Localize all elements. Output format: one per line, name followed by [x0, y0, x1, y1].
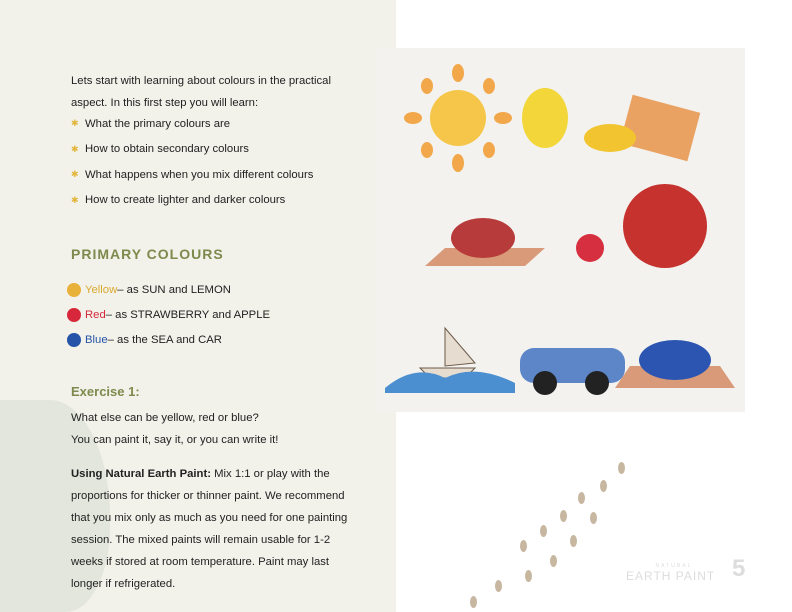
exercise-line: What else can be yellow, red or blue?	[71, 412, 259, 424]
car-wheel-icon	[585, 371, 609, 395]
red-dot-icon	[67, 308, 81, 322]
apple-icon	[623, 184, 707, 268]
illustration-panel	[375, 48, 745, 412]
list-item-text: How to obtain secondary colours	[85, 143, 249, 156]
exercise-text	[71, 407, 278, 451]
primary-blue	[67, 333, 222, 347]
page-number: 5	[732, 555, 746, 582]
intro-text: Lets start with learning about colours in the practical aspect. In this first step you will learn:	[71, 75, 331, 109]
paint-packet-icon	[620, 95, 701, 161]
list-item-text: What the primary colours are	[85, 117, 231, 130]
primary-yellow	[67, 283, 231, 297]
list-item-text: What happens when you mix different colours	[85, 168, 314, 181]
illustration	[375, 48, 745, 412]
primary-colours-heading: PRIMARY COLOURS	[71, 246, 224, 262]
colour-name: Blue	[85, 334, 108, 346]
strawberry-icon	[576, 234, 604, 262]
boat-icon	[420, 328, 475, 378]
exercise-heading: Exercise 1:	[71, 384, 140, 399]
brand-small: NATURAL	[655, 563, 693, 569]
brand-footer	[626, 563, 722, 583]
lemon-icon	[522, 88, 568, 148]
blue-paint-jar-icon	[639, 340, 711, 380]
list-item	[71, 162, 313, 188]
blue-dot-icon	[67, 333, 81, 347]
colour-name: Yellow	[85, 284, 118, 296]
using-paint-text	[71, 463, 356, 595]
yellow-dot-icon	[67, 283, 81, 297]
primary-red	[67, 308, 270, 322]
list-item	[71, 188, 313, 214]
sun-icon	[404, 64, 512, 172]
list-item	[71, 137, 313, 163]
colour-desc: – as SUN and LEMON	[117, 284, 231, 296]
using-body: Mix 1:1 or play with the proportions for thicker or thinner paint. We recommend that you mix only as much as you need for one painting session. The mixed paints will remain usable for 1-2 weeks if stored at room temperature. Paint may last longer if refrigerated.	[71, 468, 348, 590]
colour-desc: – as the SEA and CAR	[107, 334, 222, 346]
list-item-text: How to create lighter and darker colours	[85, 194, 286, 207]
star-bullet-icon: ✱	[71, 118, 79, 129]
star-bullet-icon: ✱	[71, 194, 79, 205]
colour-name: Red	[85, 309, 106, 321]
learning-list	[71, 111, 313, 213]
star-bullet-icon: ✱	[71, 169, 79, 180]
list-item	[71, 111, 313, 137]
using-label: Using Natural Earth Paint:	[71, 468, 211, 480]
red-paint-jar-icon	[451, 218, 515, 258]
star-bullet-icon: ✱	[71, 143, 79, 154]
car-wheel-icon	[533, 371, 557, 395]
exercise-line: You can paint it, say it, or you can write it!	[71, 434, 279, 446]
colour-desc: – as STRAWBERRY and APPLE	[105, 309, 271, 321]
yellow-paint-jar-icon	[584, 124, 636, 152]
brand-name: EARTH PAINT	[626, 569, 716, 583]
